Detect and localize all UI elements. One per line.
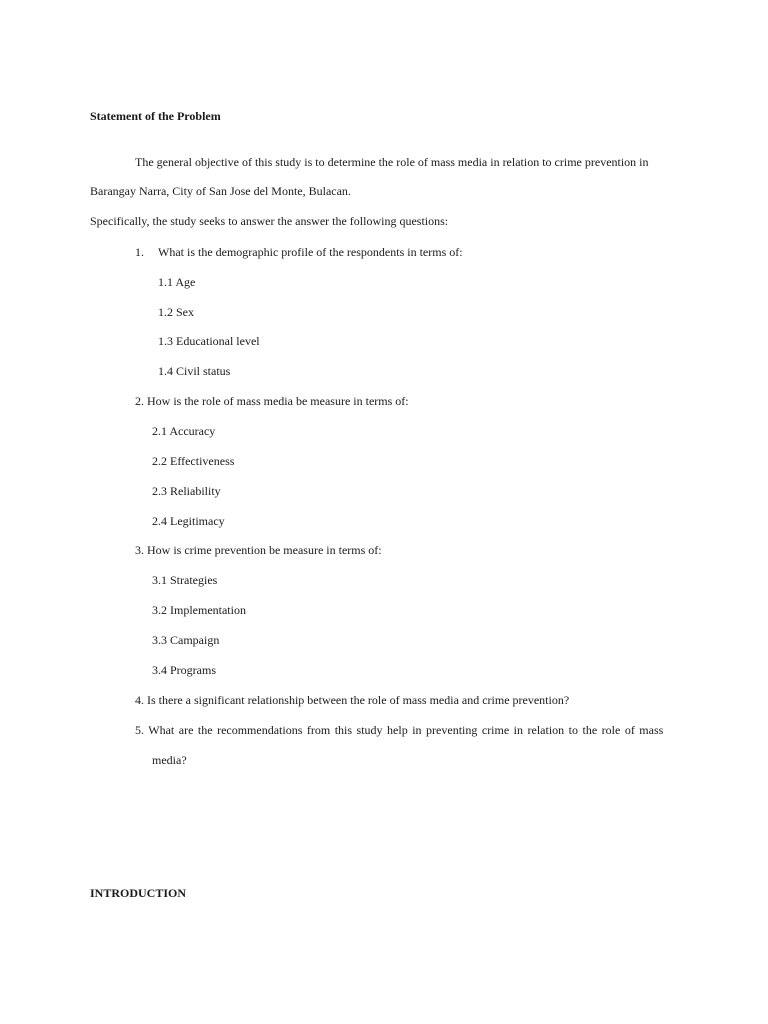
question-2-item: 2.2 Effectiveness <box>152 454 235 468</box>
question-3: 3. How is crime prevention be measure in terms of: <box>135 543 382 557</box>
question-2-item: 2.3 Reliability <box>152 484 221 498</box>
question-5-line-2: media? <box>152 753 187 767</box>
question-3-item: 3.2 Implementation <box>152 603 246 617</box>
section-title: Statement of the Problem <box>90 109 221 123</box>
question-3-item: 3.3 Campaign <box>152 633 220 647</box>
question-2-item: 2.4 Legitimacy <box>152 514 225 528</box>
question-1-item: 1.1 Age <box>158 275 196 289</box>
question-3-item: 3.1 Strategies <box>152 573 218 587</box>
question-1: What is the demographic profile of the respondents in terms of: <box>158 245 463 259</box>
question-1-item: 1.3 Educational level <box>158 334 260 348</box>
question-1-item: 1.2 Sex <box>158 305 194 319</box>
introduction-heading: INTRODUCTION <box>90 886 187 900</box>
question-1-number: 1. <box>135 245 144 259</box>
question-4: 4. Is there a significant relationship between the role of mass media and crime prevention? <box>135 693 570 707</box>
paragraph-line-1: The general objective of this study is to determine the role of mass media in relation to crime prevention in <box>135 155 649 169</box>
question-2: 2. How is the role of mass media be measure in terms of: <box>135 394 409 408</box>
paragraph-line-2: Barangay Narra, City of San Jose del Monte, Bulacan. <box>90 184 351 198</box>
question-5-line-1: 5. What are the recommendations from this study help in preventing crime in relation to the role of mass <box>135 723 664 737</box>
specific-intro: Specifically, the study seeks to answer the answer the following questions: <box>90 214 449 228</box>
question-2-item: 2.1 Accuracy <box>152 424 216 438</box>
question-3-item: 3.4 Programs <box>152 663 216 677</box>
question-1-item: 1.4 Civil status <box>158 364 231 378</box>
